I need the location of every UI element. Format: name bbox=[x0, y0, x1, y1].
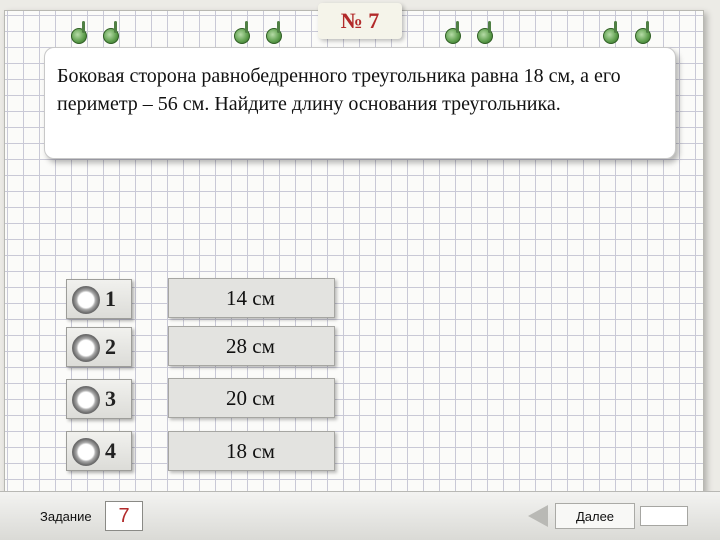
question-box bbox=[44, 47, 676, 159]
task-number-field[interactable]: 7 bbox=[105, 501, 143, 531]
option-3-select[interactable] bbox=[66, 379, 132, 419]
back-arrow-icon[interactable] bbox=[528, 505, 548, 527]
ring-binder-icon bbox=[635, 28, 651, 44]
next-button[interactable]: Далее bbox=[555, 503, 635, 529]
ring-binder-icon bbox=[234, 28, 250, 44]
option-1-select[interactable] bbox=[66, 279, 132, 319]
radio-button-icon[interactable] bbox=[72, 286, 100, 314]
radio-button-icon[interactable] bbox=[72, 334, 100, 362]
option-number: 1 bbox=[105, 286, 116, 311]
ring-binder-icon bbox=[71, 28, 87, 44]
option-2-select[interactable] bbox=[66, 327, 132, 367]
ring-binder-icon bbox=[603, 28, 619, 44]
radio-button-icon[interactable] bbox=[72, 386, 100, 414]
option-2-answer[interactable]: 28 см bbox=[168, 326, 335, 366]
question-text: Боковая сторона равнобедренного треугольника равна 18 см, а его периметр – 56 см. Найдите длину основания треугольника. bbox=[57, 65, 621, 115]
option-number: 3 bbox=[105, 386, 116, 411]
radio-button-icon[interactable] bbox=[72, 438, 100, 466]
ring-binder-icon bbox=[477, 28, 493, 44]
ring-binder-icon bbox=[103, 28, 119, 44]
ring-binder-icon bbox=[445, 28, 461, 44]
task-number-tab: № 7 bbox=[318, 3, 402, 39]
bottom-toolbar bbox=[0, 491, 720, 540]
option-1-answer[interactable]: 14 см bbox=[168, 278, 335, 318]
option-3-answer[interactable]: 20 см bbox=[168, 378, 335, 418]
option-4-select[interactable] bbox=[66, 431, 132, 471]
task-label: Задание bbox=[40, 509, 92, 524]
ring-binder-icon bbox=[266, 28, 282, 44]
score-field bbox=[640, 506, 688, 526]
option-4-answer[interactable]: 18 см bbox=[168, 431, 335, 471]
option-number: 2 bbox=[105, 334, 116, 359]
option-number: 4 bbox=[105, 438, 116, 463]
